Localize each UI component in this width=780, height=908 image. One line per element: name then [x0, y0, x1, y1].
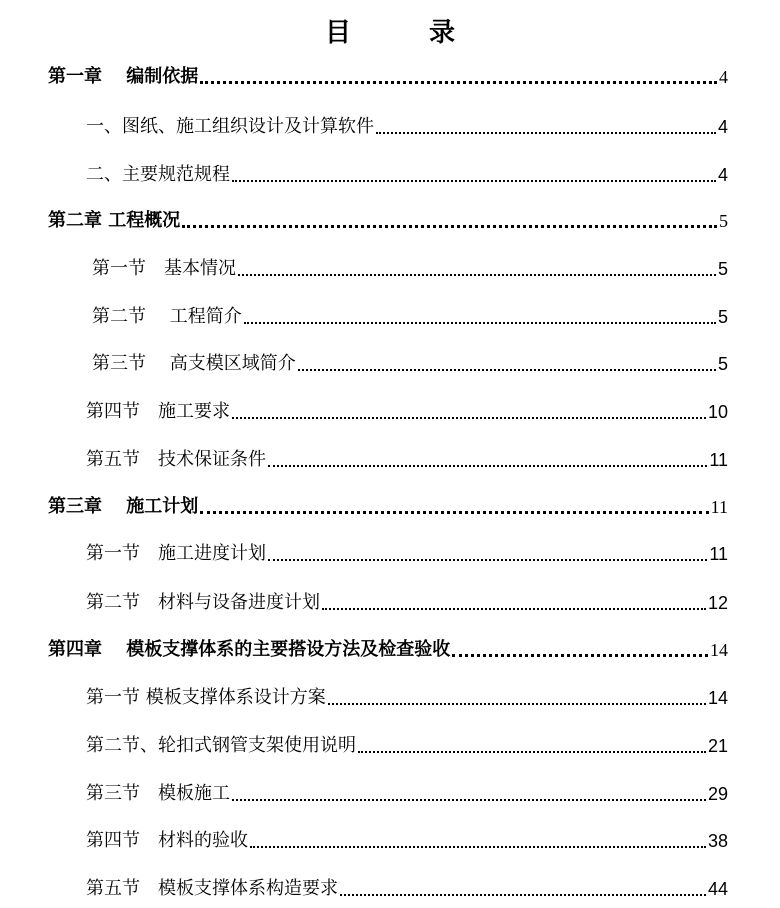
toc-entry-page: 11	[709, 544, 728, 564]
toc-entry-page: 5	[717, 354, 728, 374]
toc-entry-page: 14	[710, 640, 728, 660]
toc-entry-page: 5	[719, 211, 728, 231]
toc-entry-section-4-3[interactable]	[86, 780, 728, 808]
toc-entry-section-4-2[interactable]	[86, 732, 728, 760]
dot-leader	[200, 511, 708, 514]
toc-entry-chapter-2[interactable]	[48, 207, 728, 235]
dot-leader	[298, 369, 716, 371]
toc-entry-label: 第四章 模板支撑体系的主要搭设方法及检查验收	[48, 639, 451, 660]
toc-entry-section-2-5[interactable]	[86, 446, 728, 474]
toc-entry-page: 29	[707, 784, 728, 804]
toc-entry-label: 第一节 基本情况	[92, 258, 236, 279]
toc-entry-label: 第三节 高支模区域简介	[92, 353, 296, 374]
dot-leader	[340, 894, 706, 896]
dot-leader	[232, 417, 706, 419]
toc-entry-page: 12	[707, 593, 728, 613]
dot-leader	[268, 465, 707, 467]
toc-entry-label: 第二节 材料与设备进度计划	[86, 592, 320, 613]
toc-entry-label: 第二章 工程概况	[48, 210, 181, 231]
toc-entry-page: 38	[707, 831, 728, 851]
toc-entry-page: 10	[707, 402, 728, 422]
toc-entry-page: 4	[719, 67, 728, 87]
toc-entry-section-3-2[interactable]	[86, 589, 728, 617]
toc-entry-page: 14	[707, 688, 728, 708]
toc-entry-page: 5	[717, 307, 728, 327]
toc-entry-label: 二、主要规范规程	[86, 164, 230, 185]
toc-entry-page: 4	[717, 117, 728, 137]
toc-entry-page: 44	[707, 879, 728, 899]
toc-entry-section-1-1[interactable]	[86, 113, 728, 141]
dot-leader	[328, 703, 706, 705]
dot-leader	[268, 559, 707, 561]
dot-leader	[358, 751, 706, 753]
toc-entry-section-4-4[interactable]	[86, 827, 728, 855]
toc-entry-label: 第一节 施工进度计划	[86, 543, 266, 564]
dot-leader	[200, 81, 717, 84]
dot-leader	[238, 274, 716, 276]
toc-entry-section-2-4[interactable]	[86, 398, 728, 426]
toc-entry-label: 第一章 编制依据	[48, 66, 199, 87]
toc-entry-label: 第三节 模板施工	[86, 783, 230, 804]
toc-entry-section-4-5[interactable]	[86, 875, 728, 903]
dot-leader	[322, 608, 706, 610]
toc-entry-chapter-4[interactable]	[48, 636, 728, 664]
toc-entry-label: 第五节 模板支撑体系构造要求	[86, 878, 338, 899]
toc-entry-section-2-3[interactable]	[92, 350, 728, 378]
toc-entry-label: 第四节 施工要求	[86, 401, 230, 422]
dot-leader	[232, 180, 716, 182]
toc-entry-label: 第二节 工程简介	[92, 306, 242, 327]
toc-entry-page: 21	[707, 736, 728, 756]
toc-entry-label: 第四节 材料的验收	[86, 830, 248, 851]
dot-leader	[250, 846, 706, 848]
dot-leader	[376, 132, 716, 134]
toc-entry-chapter-3[interactable]	[48, 493, 728, 521]
dot-leader	[232, 799, 706, 801]
toc-entry-section-3-1[interactable]	[86, 540, 728, 568]
toc-entry-label: 第二节、轮扣式钢管支架使用说明	[86, 735, 356, 756]
dot-leader	[182, 225, 717, 228]
dot-leader	[452, 654, 708, 657]
toc-entry-section-1-2[interactable]	[86, 161, 728, 189]
dot-leader	[244, 322, 716, 324]
toc-entry-page: 11	[710, 497, 728, 517]
toc-entry-page: 5	[717, 259, 728, 279]
toc-entry-chapter-1[interactable]	[48, 63, 728, 91]
toc-entry-label: 一、图纸、施工组织设计及计算软件	[86, 116, 374, 137]
toc-entry-label: 第一节 模板支撑体系设计方案	[86, 687, 326, 708]
toc-entry-label: 第三章 施工计划	[48, 496, 199, 517]
toc-entry-section-4-1[interactable]	[86, 684, 728, 712]
toc-entry-section-2-2[interactable]	[92, 303, 728, 331]
toc-entry-page: 11	[709, 450, 728, 470]
toc-entry-section-2-1[interactable]	[92, 255, 728, 283]
toc-entry-label: 第五节 技术保证条件	[86, 449, 266, 470]
toc-title: 目 录	[324, 18, 481, 48]
toc-entry-page: 4	[717, 165, 728, 185]
